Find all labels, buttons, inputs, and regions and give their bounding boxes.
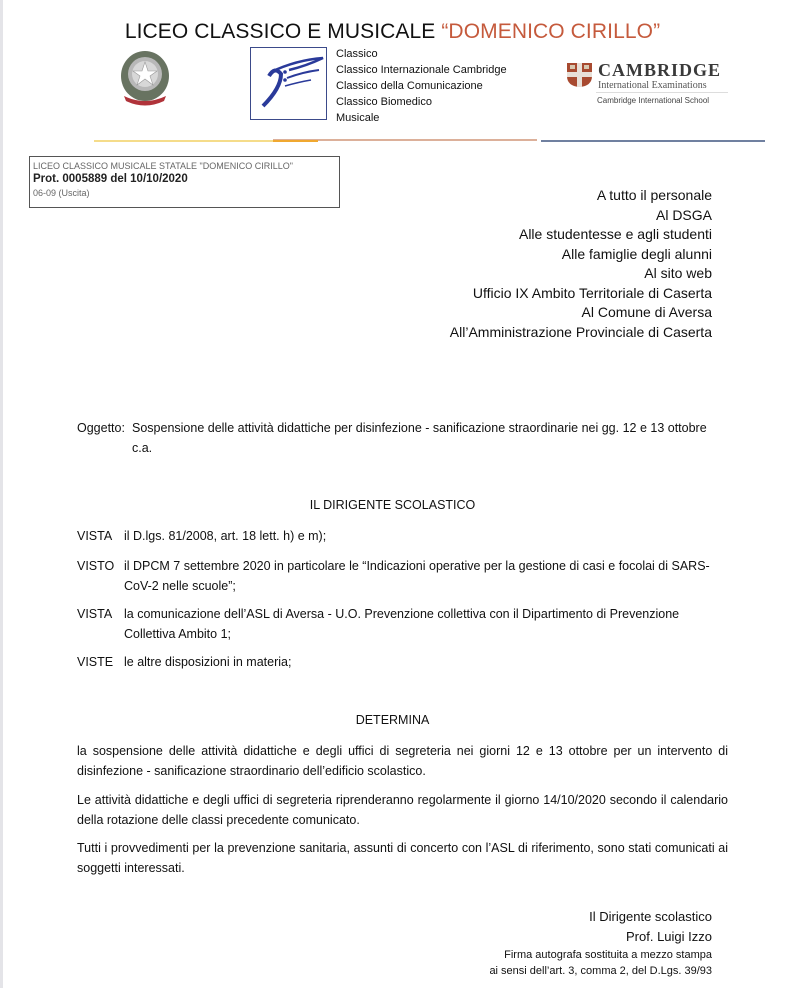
recipient: Al DSGA <box>655 206 712 223</box>
consideration-item <box>77 556 727 596</box>
music-school-logo <box>250 47 327 120</box>
title-accent: “DOMENICO CIRILLO” <box>441 20 661 43</box>
recipient: Alle studentesse e agli studenti <box>518 226 712 242</box>
course-item: Classico <box>336 48 378 60</box>
recipient: Ufficio IX Ambito Territoriale di Caserta <box>472 284 712 301</box>
stamp-school: LICEO CLASSICO MUSICALE STATALE "DOMENICO CIRILLO" <box>33 161 293 171</box>
recipient: Alle famiglie degli alunni <box>561 245 712 262</box>
cambridge-school: Cambridge International School <box>597 96 710 105</box>
heading-dirigente: IL DIRIGENTE SCOLASTICO <box>309 498 476 512</box>
header-rule-blue <box>541 140 765 142</box>
course-item: Classico Internazionale Cambridge <box>336 64 507 76</box>
recipients-list <box>450 186 712 342</box>
consideration-text: la comunicazione dell’ASL di Aversa - U.O. Prevenzione collettiva con il Dipartimento di Prevenzione Collettiva Ambito 1; <box>124 607 680 641</box>
subject-label: Oggetto: <box>77 421 125 435</box>
recipient: A tutto il personale <box>596 187 712 203</box>
cambridge-divider <box>596 92 728 93</box>
consideration-text: il D.lgs. 81/2008, art. 18 lett. h) e m); <box>124 529 327 543</box>
course-item: Musicale <box>336 112 380 124</box>
recipient: Al Comune di Aversa <box>581 304 712 320</box>
courses-list <box>336 46 507 126</box>
page-edge <box>0 0 3 988</box>
subject-text: Sospensione delle attività didattiche per disinfezione - sanificazione straordinarie nei gg. 12 e 13 ottobre c.a. <box>132 421 707 455</box>
signature-role: Il Dirigente scolastico <box>589 909 712 924</box>
italian-republic-emblem-icon <box>118 48 172 110</box>
header-rule-orange <box>273 140 318 142</box>
school-title <box>0 20 785 44</box>
cambridge-subtitle: International Examinations <box>598 80 707 91</box>
consideration-label: VISTA <box>77 607 113 621</box>
cambridge-shield-icon <box>566 62 593 88</box>
decision-paragraph: la sospensione delle attività didattiche e degli uffici di segreteria nei giorni 12 e 13 ottobre per un intervento di disinfezione - sanificazione straordinario dell’edificio scolastico. <box>77 744 728 778</box>
protocol-stamp <box>29 156 340 208</box>
consideration-item <box>77 604 727 644</box>
consideration-text: il DPCM 7 settembre 2020 in particolare le “Indicazioni operative per la gestione di casi e focolai di SARS-CoV-2 nelle scuole”; <box>124 559 710 593</box>
bass-clef-wing-icon <box>251 48 326 119</box>
stamp-protocol-number: Prot. 0005889 del 10/10/2020 <box>33 173 188 185</box>
consideration-item <box>77 652 727 672</box>
consideration-label: VISTO <box>77 559 115 573</box>
recipient: All’Amministrazione Provinciale di Caserta <box>449 323 712 340</box>
decision-paragraph: Tutti i provvedimenti per la prevenzione sanitaria, assunti di concerto con l’ASL di riferimento, sono stati comunicati ai soggetti interessati. <box>77 841 728 875</box>
course-item: Classico della Comunicazione <box>336 80 483 92</box>
decision-paragraph: Le attività didattiche e degli uffici di segreteria riprenderanno regolarmente il giorno 14/10/2020 secondo il calendario della rotazione delle classi precedente comunicato. <box>77 793 728 827</box>
signature-note-line: ai sensi dell’art. 3, comma 2, del D.Lgs. 39/93 <box>489 965 712 977</box>
consideration-label: VISTE <box>77 655 114 669</box>
stamp-classification: 06-09 (Uscita) <box>33 188 90 198</box>
consideration-item <box>77 526 727 546</box>
subject <box>77 418 727 458</box>
signature-name: Prof. Luigi Izzo <box>626 929 712 944</box>
cambridge-title: CAMBRIDGE <box>598 60 722 80</box>
recipient: Al sito web <box>644 265 712 281</box>
signature-note-line: Firma autografa sostituita a mezzo stampa <box>504 949 712 961</box>
consideration-text: le altre disposizioni in materia; <box>124 655 292 669</box>
signature-note <box>489 947 712 979</box>
title-main: LICEO CLASSICO E MUSICALE <box>124 20 442 43</box>
course-item: Classico Biomedico <box>336 96 432 108</box>
heading-determina: DETERMINA <box>355 713 430 727</box>
consideration-label: VISTA <box>77 529 113 543</box>
